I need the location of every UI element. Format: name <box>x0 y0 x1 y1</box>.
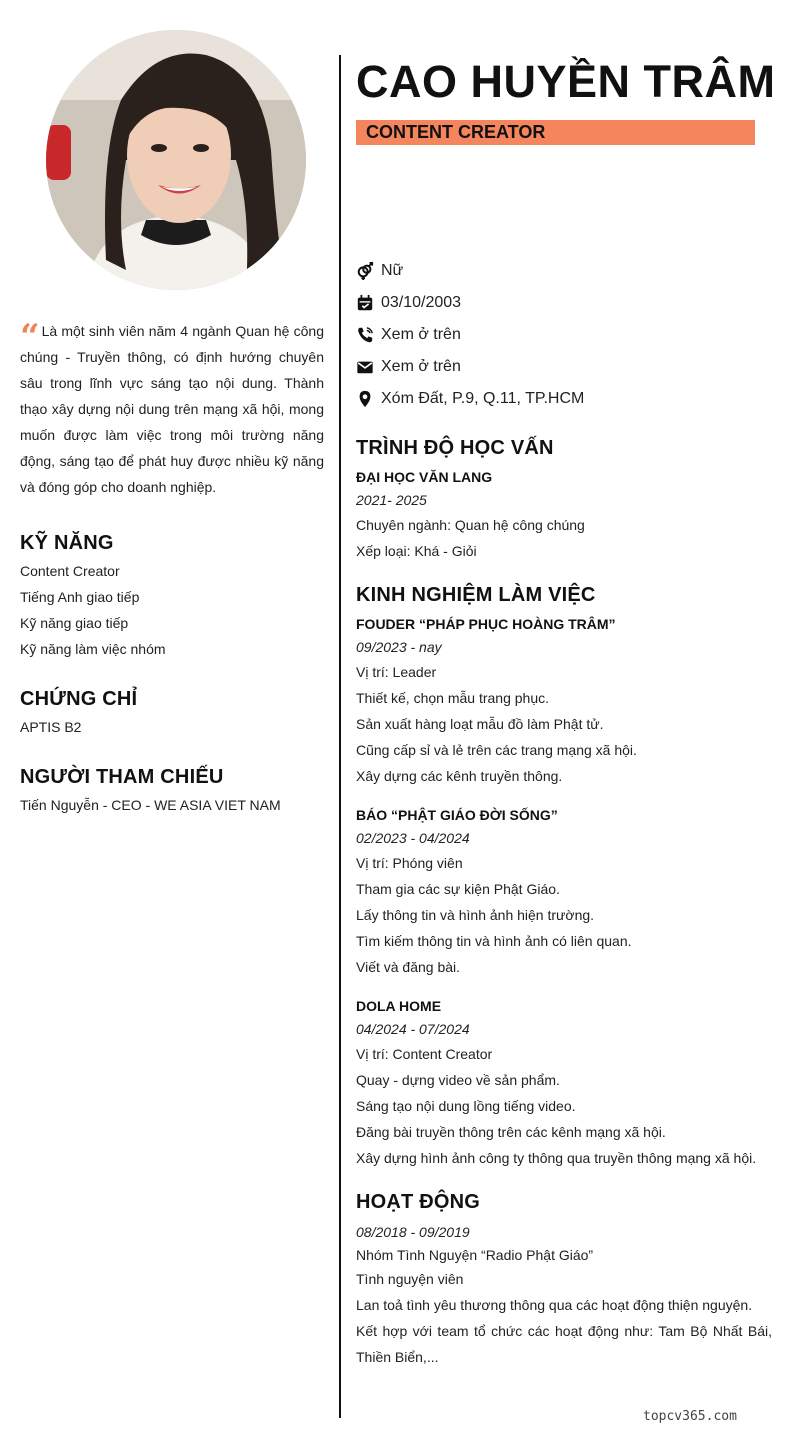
gender-value: Nữ <box>381 262 404 279</box>
phone-icon <box>356 326 374 344</box>
avatar-photo <box>46 30 306 290</box>
activity-item: Lan toả tình yêu thương thông qua các hoạt động thiện nguyện. <box>356 1297 753 1313</box>
contact-email <box>356 351 772 383</box>
candidate-role: CONTENT CREATOR <box>366 122 546 142</box>
certificate-item: APTIS B2 <box>20 719 82 735</box>
contact-birthday <box>356 287 772 319</box>
job-org: DOLA HOME <box>356 998 442 1014</box>
candidate-name: CAO HUYỀN TRÂM <box>356 56 776 107</box>
activity-period: 08/2018 - 09/2019 <box>356 1224 470 1240</box>
job-position: Vị trí: Leader <box>356 664 437 680</box>
education-major: Chuyên ngành: Quan hệ công chúng <box>356 517 585 533</box>
job-org: BÁO “PHẬT GIÁO ĐỜI SỐNG” <box>356 807 558 823</box>
education-section <box>356 437 772 564</box>
job-org: FOUDER “PHÁP PHỤC HOÀNG TRÂM” <box>356 616 616 632</box>
job-task: Quay - dựng video về sản phẩm. <box>356 1072 560 1088</box>
gender-icon <box>356 262 374 280</box>
skill-item: Content Creator <box>20 563 120 579</box>
contact-address <box>356 383 772 415</box>
job-position: Vị trí: Phóng viên <box>356 855 463 871</box>
job-period: 09/2023 - nay <box>356 639 442 655</box>
job-task: Lấy thông tin và hình ảnh hiện trường. <box>356 907 595 923</box>
education-period: 2021- 2025 <box>356 492 427 508</box>
education-title: TRÌNH ĐỘ HỌC VẤN <box>356 437 554 459</box>
job-entry <box>356 995 772 1171</box>
job-task: Viết và đăng bài. <box>356 959 461 975</box>
job-task: Sáng tạo nội dung lồng tiếng video. <box>356 1098 576 1114</box>
contact-phone <box>356 319 772 351</box>
experience-section <box>356 584 772 1171</box>
email-value: Xem ở trên <box>381 358 461 375</box>
birthday-value: 03/10/2003 <box>381 294 462 311</box>
school-name: ĐẠI HỌC VĂN LANG <box>356 469 493 485</box>
certificates-title: CHỨNG CHỈ <box>20 688 138 710</box>
watermark: topcv365.com <box>643 1409 737 1424</box>
summary <box>20 318 324 500</box>
email-icon <box>356 358 374 376</box>
education-grade: Xếp loại: Khá - Giỏi <box>356 543 477 559</box>
quote-icon: “ <box>20 317 40 357</box>
job-task: Sản xuất hàng loạt mẫu đồ làm Phật tử. <box>356 716 604 732</box>
avatar <box>46 30 306 290</box>
job-task: Cũng cấp sỉ và lẻ trên các trang mạng xã hội. <box>356 742 637 758</box>
skill-item: Tiếng Anh giao tiếp <box>20 589 140 605</box>
job-period: 04/2024 - 07/2024 <box>356 1021 470 1037</box>
activities-section <box>356 1191 772 1370</box>
role-bar <box>356 120 755 145</box>
job-task: Tham gia các sự kiện Phật Giáo. <box>356 881 560 897</box>
job-entry <box>356 613 772 789</box>
activities-title: HOẠT ĐỘNG <box>356 1191 481 1213</box>
activity-item: Kết hợp với team tổ chức các hoạt động như: Tam Bộ Nhất Bái, Thiền Biển,... <box>356 1323 772 1365</box>
column-divider <box>339 55 341 1418</box>
job-task: Xây dựng các kênh truyền thông. <box>356 768 563 784</box>
job-task: Tìm kiếm thông tin và hình ảnh có liên quan. <box>356 933 632 949</box>
certificates-section <box>20 688 324 740</box>
skill-item: Kỹ năng giao tiếp <box>20 615 129 631</box>
contact-gender <box>356 255 772 287</box>
job-period: 02/2023 - 04/2024 <box>356 830 470 846</box>
references-title: NGƯỜI THAM CHIẾU <box>20 766 224 788</box>
skill-item: Kỹ năng làm việc nhóm <box>20 641 166 657</box>
phone-value: Xem ở trên <box>381 326 461 343</box>
summary-text: Là một sinh viên năm 4 ngành Quan hệ công chúng - Truyền thông, có định hướng chuyên sâu trong lĩnh vực sáng tạo nội dung. Thành thạo xây dựng nội dung trên mạng xã hội, mong muốn được làm việc trong môi trường năng động, sáng tạo để phát huy được nhiều kỹ năng và đóng góp cho doanh nghiệp. <box>20 323 324 495</box>
activity-role: Tình nguyện viên <box>356 1271 464 1287</box>
reference-item: Tiến Nguyễn - CEO - WE ASIA VIET NAM <box>20 797 281 813</box>
activity-org: Nhóm Tình Nguyện “Radio Phật Giáo” <box>356 1247 594 1263</box>
calendar-icon <box>356 294 374 312</box>
job-entry <box>356 804 772 980</box>
job-task: Đăng bài truyền thông trên các kênh mạng xã hội. <box>356 1124 666 1140</box>
location-icon <box>356 390 374 408</box>
experience-title: KINH NGHIỆM LÀM VIỆC <box>356 584 596 606</box>
job-task: Thiết kế, chọn mẫu trang phục. <box>356 690 549 706</box>
job-task: Xây dựng hình ảnh công ty thông qua truyền thông mạng xã hội. <box>356 1150 757 1166</box>
references-section <box>20 766 324 818</box>
skills-section <box>20 532 324 662</box>
job-position: Vị trí: Content Creator <box>356 1046 493 1062</box>
address-value: Xóm Đất, P.9, Q.11, TP.HCM <box>381 390 585 407</box>
skills-title: KỸ NĂNG <box>20 532 114 554</box>
